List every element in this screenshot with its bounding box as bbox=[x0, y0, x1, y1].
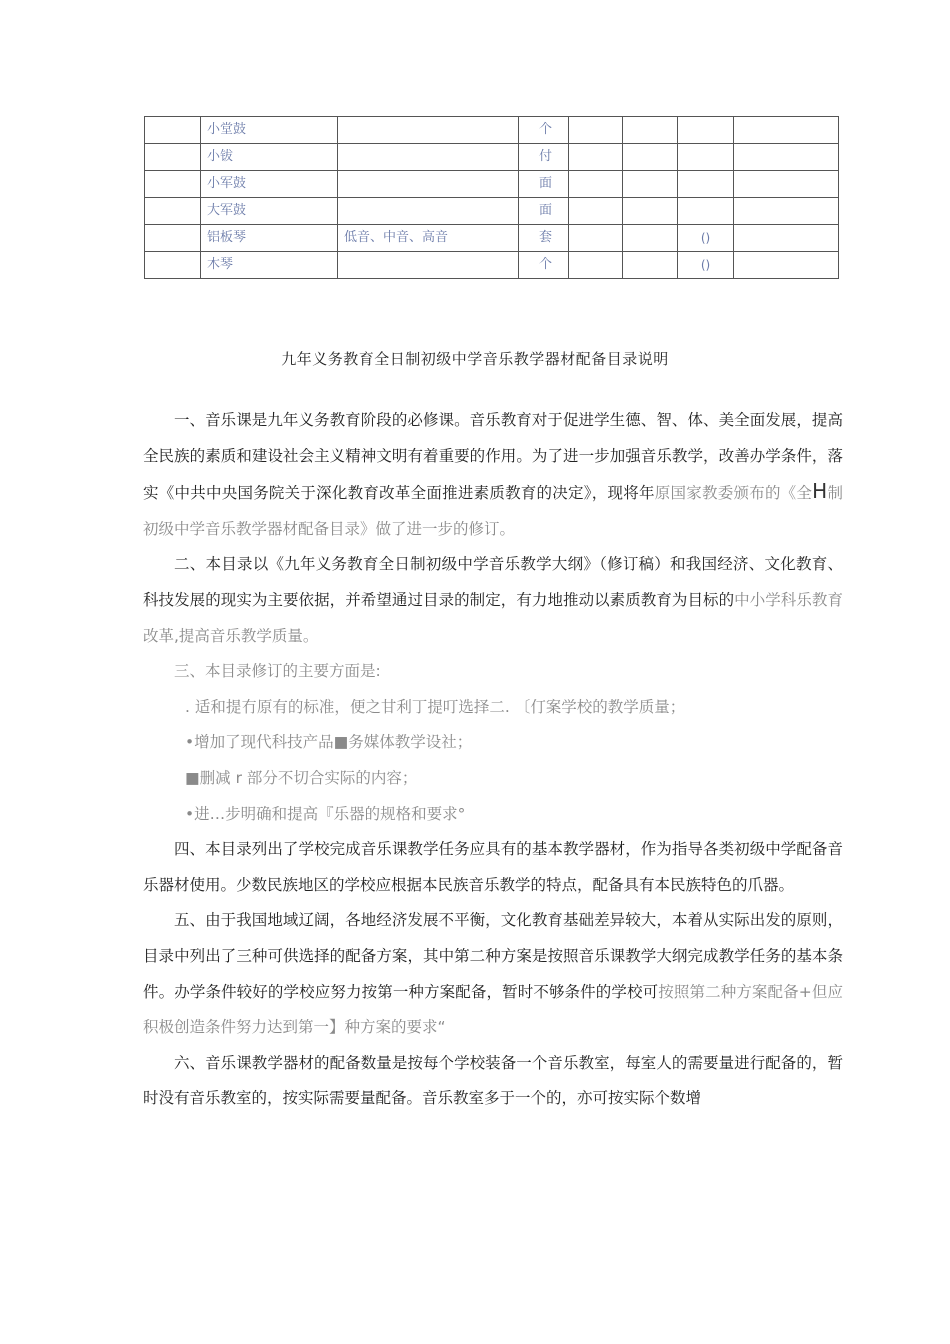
table-cell-index bbox=[145, 198, 201, 225]
table-cell-spec bbox=[338, 252, 519, 279]
table-cell-empty bbox=[623, 171, 678, 198]
table-row bbox=[145, 225, 839, 252]
table-cell-spec bbox=[338, 171, 519, 198]
table-cell-mark: () bbox=[678, 252, 734, 279]
table-cell-name: 小军鼓 bbox=[201, 171, 338, 198]
table-cell-mark bbox=[678, 171, 734, 198]
document-body bbox=[143, 403, 843, 1117]
table-cell-name: 小钹 bbox=[201, 144, 338, 171]
paragraph-1-faded-end: 制初级中学音乐教学器材配备目录》做了进一步的修订。 bbox=[143, 484, 843, 538]
table-cell-spec bbox=[338, 144, 519, 171]
table-cell-empty bbox=[623, 117, 678, 144]
table-cell-unit: 个 bbox=[519, 117, 569, 144]
table-cell-empty bbox=[623, 252, 678, 279]
table-cell-empty bbox=[734, 198, 839, 225]
table-cell-mark bbox=[678, 198, 734, 225]
paragraph-5-faded: 按照第二种方案配备+但应积极创造条件努力达到第一】种方案的要求“ bbox=[143, 982, 843, 1037]
paragraph-1-faded: 原国家教委颁布的《全 bbox=[654, 484, 813, 503]
table-row bbox=[145, 252, 839, 279]
table-row bbox=[145, 117, 839, 144]
table-cell-mark bbox=[678, 117, 734, 144]
paragraph-2 bbox=[143, 547, 843, 654]
table-row bbox=[145, 198, 839, 225]
table-cell-empty bbox=[569, 198, 623, 225]
table-cell-unit: 个 bbox=[519, 252, 569, 279]
paragraph-4: 四、本目录列出了学校完成音乐课教学任务应具有的基本教学器材，作为指导各类初级中学配备音乐器材使用。少数民族地区的学校应根据本民族音乐教学的特点，配备具有本民族特色的爪器。 bbox=[143, 840, 843, 894]
table-cell-empty bbox=[569, 252, 623, 279]
table-row bbox=[145, 171, 839, 198]
list-item: •增加了现代科技产品■务媒体教学设社； bbox=[185, 733, 473, 752]
table-cell-name: 大军鼓 bbox=[201, 198, 338, 225]
table-cell-empty bbox=[569, 225, 623, 252]
table-cell-empty bbox=[569, 171, 623, 198]
table-cell-empty bbox=[734, 225, 839, 252]
list-item: ■删减 r 部分不切合实际的内容； bbox=[185, 768, 418, 787]
table-cell-spec bbox=[338, 117, 519, 144]
table-cell-index bbox=[145, 252, 201, 279]
table-cell-name: 铝板琴 bbox=[201, 225, 338, 252]
paragraph-5 bbox=[143, 903, 843, 1045]
list-item: •进…步明确和提高『乐器的规格和要求° bbox=[185, 804, 466, 823]
table-row bbox=[145, 144, 839, 171]
document-title: 九年义务教育全日制初级中学音乐教学器材配备目录说明 bbox=[281, 350, 669, 368]
table-cell-index bbox=[145, 171, 201, 198]
table-cell-empty bbox=[623, 225, 678, 252]
table-cell-empty bbox=[734, 171, 839, 198]
paragraph-1-glyph: H bbox=[812, 479, 828, 504]
table-cell-empty bbox=[734, 144, 839, 171]
equipment-table bbox=[144, 116, 839, 279]
table-cell-empty bbox=[569, 117, 623, 144]
table-cell-unit: 面 bbox=[519, 198, 569, 225]
table-cell-spec: 低音、中音、高音 bbox=[338, 225, 519, 252]
table-cell-empty bbox=[623, 144, 678, 171]
paragraph-5-text: 五、由于我国地域辽阔，各地经济发展不平衡，文化教育基础差异较大，本着从实际出发的原则，目录中列出了三种可供选择的配备方案，其中第二种方案是按照音乐课教学大纲完成教学任务的基本条件。办学条件较好的学校应努力按第一种方案配备，暂时不够条件的学校可 bbox=[143, 911, 843, 1001]
paragraph-2-faded: 中小学科乐教育改革,提高音乐教学质量。 bbox=[143, 590, 843, 645]
table-cell-unit: 套 bbox=[519, 225, 569, 252]
paragraph-3: 三、本目录修订的主要方面是: bbox=[174, 662, 381, 681]
table-cell-mark: () bbox=[678, 225, 734, 252]
table-cell-empty bbox=[734, 117, 839, 144]
table-cell-empty bbox=[734, 252, 839, 279]
table-cell-unit: 付 bbox=[519, 144, 569, 171]
table-cell-spec bbox=[338, 198, 519, 225]
table-cell-index bbox=[145, 117, 201, 144]
paragraph-2-text: 二、本目录以《九年义务教育全日制初级中学音乐教学大纲》（修订稿）和我国经济、文化教育、科技发展的现实为主要依据，并希望通过目录的制定，有力地推动以素质教育为目标的 bbox=[143, 555, 843, 609]
paragraph-1-year: 年 bbox=[639, 484, 655, 503]
paragraph-6: 六、音乐课教学器材的配备数量是按每个学校装备一个音乐教室，每室人的需要量进行配备的，暂时没有音乐教室的，按实际需要量配备。音乐教室多于一个的，亦可按实际个数增 bbox=[143, 1053, 843, 1108]
paragraph-1-text: 一、音乐课是九年义务教育阶段的必修课。音乐教育对于促进学生德、智、体、美全面发展，提高全民族的素质和建设社会主义精神文明有着重要的作用。为了进一步加强音乐教学，改善办学条件，落实《中共中央国务院关于深化教育改革全面推进素质教育的决定》，现将 bbox=[143, 411, 843, 503]
table-cell-empty bbox=[569, 144, 623, 171]
table-cell-index bbox=[145, 144, 201, 171]
table-cell-index bbox=[145, 225, 201, 252]
table-cell-name: 木琴 bbox=[201, 252, 338, 279]
table-cell-mark bbox=[678, 144, 734, 171]
table-cell-empty bbox=[623, 198, 678, 225]
table-cell-name: 小堂鼓 bbox=[201, 117, 338, 144]
paragraph-1 bbox=[143, 403, 843, 547]
table-cell-unit: 面 bbox=[519, 171, 569, 198]
list-item: . 适和提冇原有的标准，便之甘利丁提叮选择二. 〔仃案学校的教学质量； bbox=[185, 697, 686, 716]
